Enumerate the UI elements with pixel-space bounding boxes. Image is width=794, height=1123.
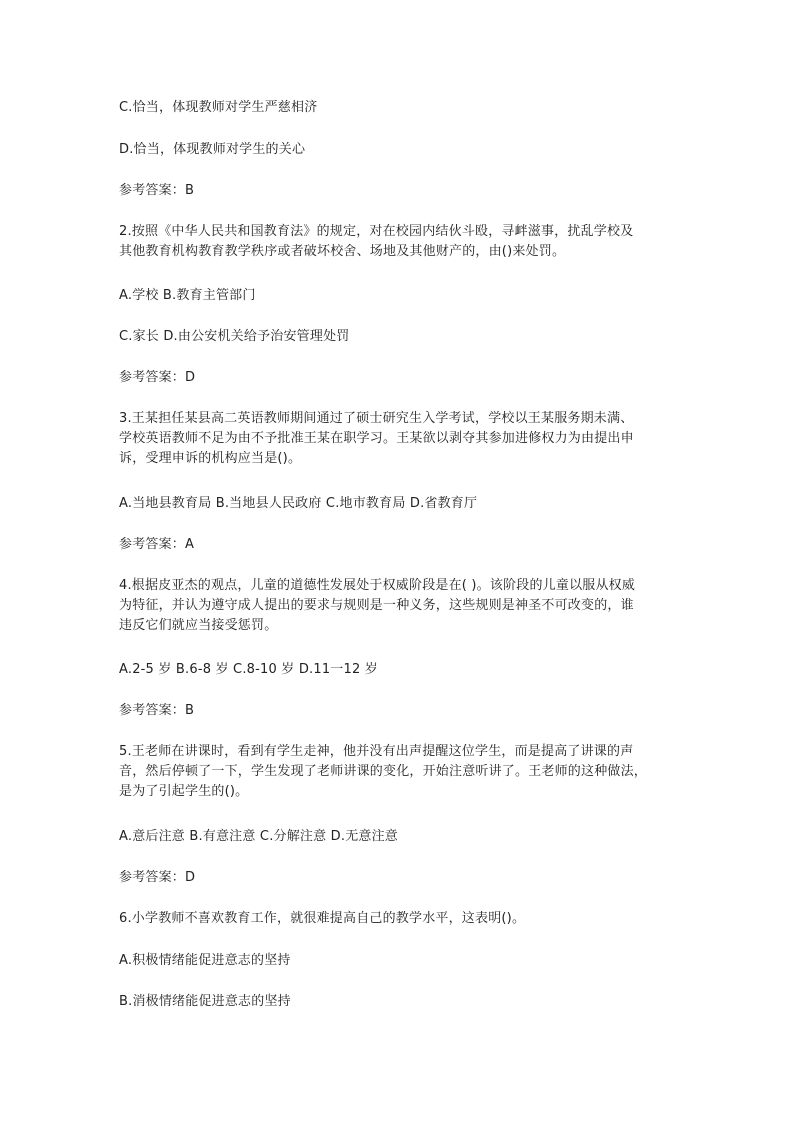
answer-line: 参考答案：D (119, 370, 196, 385)
question-4 (119, 576, 679, 636)
question-6 (119, 909, 679, 929)
option-line: D.恰当，体现教师对学生的关心 (119, 142, 306, 157)
question-5 (119, 742, 679, 802)
question-text-line: 诉，受理申诉的机构应当是()。 (119, 451, 302, 466)
option-line: B.消极情绪能促进意志的坚持 (119, 994, 291, 1009)
question-text-line: 4.根据皮亚杰的观点，儿童的道德性发展处于权威阶段是在( )。该阶段的儿童以服从权威 (119, 578, 636, 593)
question-text-line: 音，然后停顿了一下，学生发现了老师讲课的变化，开始注意听讲了。王老师的这种做法， (119, 764, 648, 779)
question-text-line: 6.小学教师不喜欢教育工作，就很难提高自己的教学水平，这表明()。 (119, 911, 526, 926)
option-line: A.2-5 岁 B.6-8 岁 C.8-10 岁 D.11一12 岁 (119, 662, 378, 677)
question-text-line: 3.王某担任某县高二英语教师期间通过了硕士研究生入学考试，学校以王某服务期未满、 (119, 411, 634, 426)
question-text-line: 违反它们就应当接受惩罚。 (119, 618, 278, 633)
question-text-line: 学校英语教师不足为由不予批准王某在职学习。王某欲以剥夺其参加进修权力为由提出申 (119, 431, 634, 446)
question-text-line: 其他教育机构教育教学秩序或者破坏校舍、场地及其他财产的，由()来处罚。 (119, 244, 566, 259)
question-text-line: 为特征，并认为遵守成人提出的要求与规则是一种义务，这些规则是神圣不可改变的，谁 (119, 598, 634, 613)
answer-line: 参考答案：A (119, 537, 195, 552)
answer-line: 参考答案：B (119, 183, 195, 198)
question-text-line: 是为了引起学生的()。 (119, 784, 249, 799)
question-3 (119, 409, 679, 469)
option-line: A.意后注意 B.有意注意 C.分解注意 D.无意注意 (119, 829, 398, 844)
answer-line: 参考答案：D (119, 870, 196, 885)
option-line: A.当地县教育局 B.当地县人民政府 C.地市教育局 D.省教育厅 (119, 496, 478, 511)
question-text-line: 2.按照《中华人民共和国教育法》的规定，对在校园内结伙斗殴，寻衅滋事，扰乱学校及 (119, 224, 634, 239)
option-line: C.家长 D.由公安机关给予治安管理处罚 (119, 329, 350, 344)
answer-line: 参考答案：B (119, 703, 195, 718)
option-line: C.恰当，体现教师对学生严慈相济 (119, 100, 318, 115)
option-line: A.积极情绪能促进意志的坚持 (119, 953, 291, 968)
question-text-line: 5.王老师在讲课时，看到有学生走神，他并没有出声提醒这位学生，而是提高了讲课的声 (119, 744, 634, 759)
question-2 (119, 222, 679, 262)
option-line: A.学校 B.教育主管部门 (119, 288, 256, 303)
